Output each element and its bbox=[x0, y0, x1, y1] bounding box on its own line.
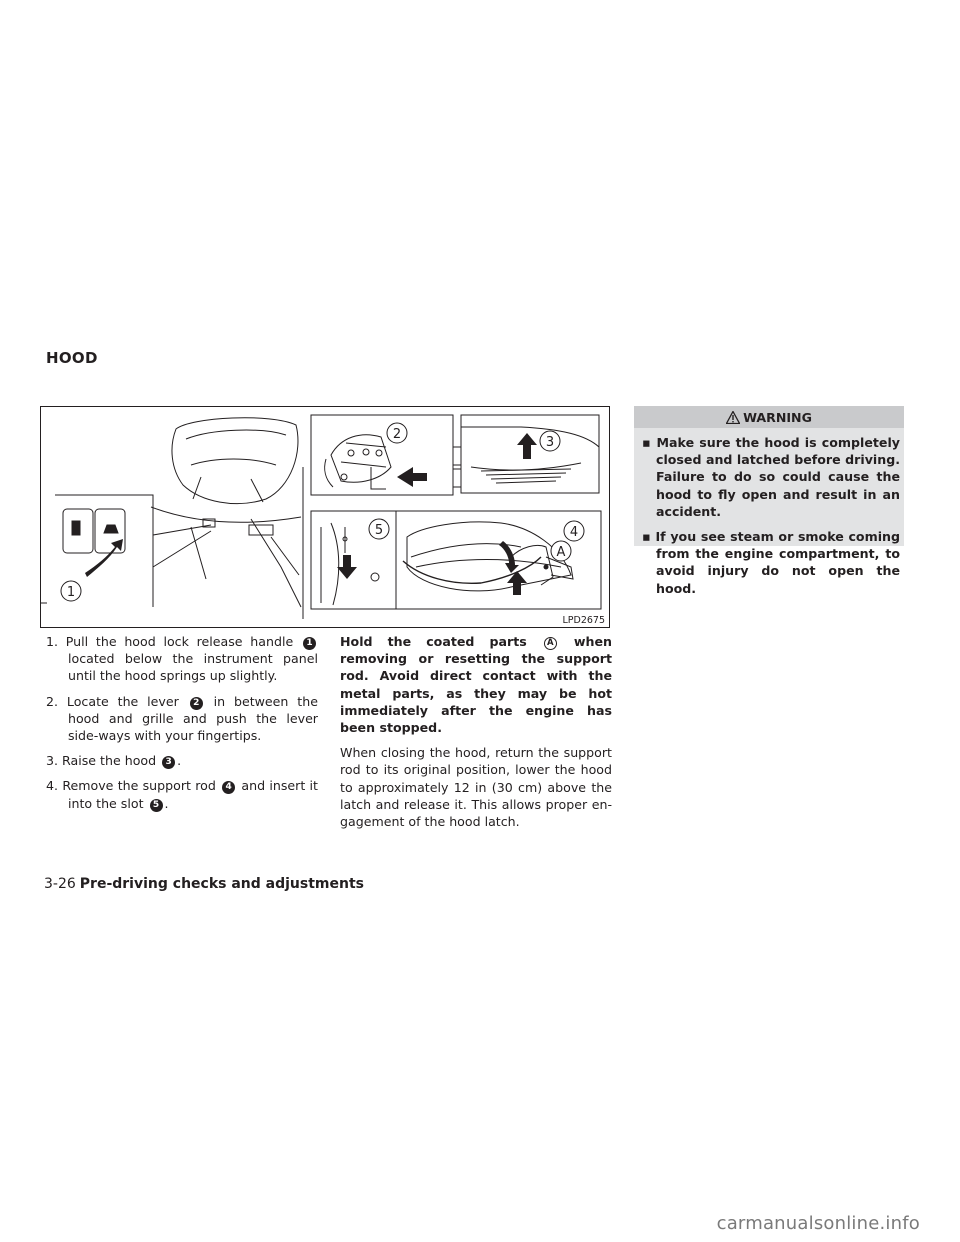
chapter-title: Pre-driving checks and adjustments bbox=[79, 876, 364, 892]
step-number: 1. bbox=[46, 634, 59, 649]
callout-ref-3: 3 bbox=[162, 756, 175, 769]
watermark: carmanualsonline.info bbox=[716, 1213, 920, 1234]
warning-header bbox=[634, 406, 904, 428]
callout-1: 1 bbox=[66, 585, 76, 600]
callout-5: 5 bbox=[374, 523, 384, 538]
caution-text: when removing or resetting the support rod. Avoid direct contact with the metal parts, as they may be hot immediately after the engine has been stopped. bbox=[340, 634, 613, 736]
figure-code: LPD2675 bbox=[562, 615, 605, 626]
callout-ref-A: A bbox=[544, 637, 557, 650]
warning-item bbox=[642, 434, 900, 520]
bullet-icon: ▪ bbox=[642, 529, 651, 545]
page-footer bbox=[44, 876, 364, 892]
step-number: 3. bbox=[46, 753, 59, 769]
bullet-icon: ▪ bbox=[642, 435, 652, 450]
step-text: in between the hood and grille and push the lever side-ways with your fingertips. bbox=[68, 693, 318, 744]
page-number: 3-26 bbox=[44, 876, 76, 892]
callout-ref-2: 2 bbox=[190, 697, 203, 710]
hood-diagram-svg bbox=[41, 407, 610, 628]
warning-triangle-icon bbox=[726, 411, 740, 424]
lever-panel bbox=[311, 415, 599, 495]
step-text: Remove the support rod bbox=[62, 778, 216, 794]
hood-illustration bbox=[40, 406, 610, 628]
step-2 bbox=[46, 693, 318, 745]
callout-2: 2 bbox=[392, 427, 402, 442]
closing-paragraph: When closing the hood, return the support rod to its original position, lower the hood to approximately 12 in (30 cm) above the latch and release it. This allows proper en-gagement of the hood latch. bbox=[340, 745, 612, 830]
step-text: Locate the lever bbox=[66, 693, 179, 709]
caution-paragraph bbox=[340, 633, 612, 736]
step-number: 2. bbox=[46, 693, 59, 709]
step-3 bbox=[46, 752, 318, 769]
step-text: . bbox=[164, 795, 169, 811]
step-text: located below the instrument panel until the hood springs up slightly. bbox=[68, 651, 318, 684]
step-text: Raise the hood bbox=[62, 753, 157, 769]
warning-list bbox=[634, 428, 904, 597]
step-text: . bbox=[177, 753, 182, 769]
caution-text: Hold the coated parts bbox=[340, 634, 527, 649]
section-title: HOOD bbox=[46, 349, 98, 367]
step-text: and insert it into the slot bbox=[68, 778, 318, 811]
callout-ref-5: 5 bbox=[150, 799, 163, 812]
warning-item-text: If you see steam or smoke coming from the engine compartment, to avoid injury do not open the hood. bbox=[655, 529, 900, 596]
callout-ref-1: 1 bbox=[303, 637, 316, 650]
step-number: 4. bbox=[46, 778, 59, 794]
warning-item-text: Make sure the hood is completely closed and latched before driving. Failure to do so could cause the hood to fly open and result in an accident. bbox=[656, 435, 900, 519]
callout-ref-4: 4 bbox=[222, 781, 235, 794]
callout-4: 4 bbox=[569, 525, 579, 540]
step-4 bbox=[46, 777, 318, 811]
warning-box bbox=[634, 406, 904, 596]
notes-column bbox=[340, 633, 612, 830]
step-1 bbox=[46, 633, 318, 685]
steps-column bbox=[46, 633, 318, 820]
callout-3: 3 bbox=[545, 435, 555, 450]
warning-title: WARNING bbox=[743, 409, 812, 425]
warning-item bbox=[642, 528, 900, 597]
callout-A: A bbox=[556, 545, 566, 560]
step-text: Pull the hood lock release handle bbox=[65, 634, 294, 649]
